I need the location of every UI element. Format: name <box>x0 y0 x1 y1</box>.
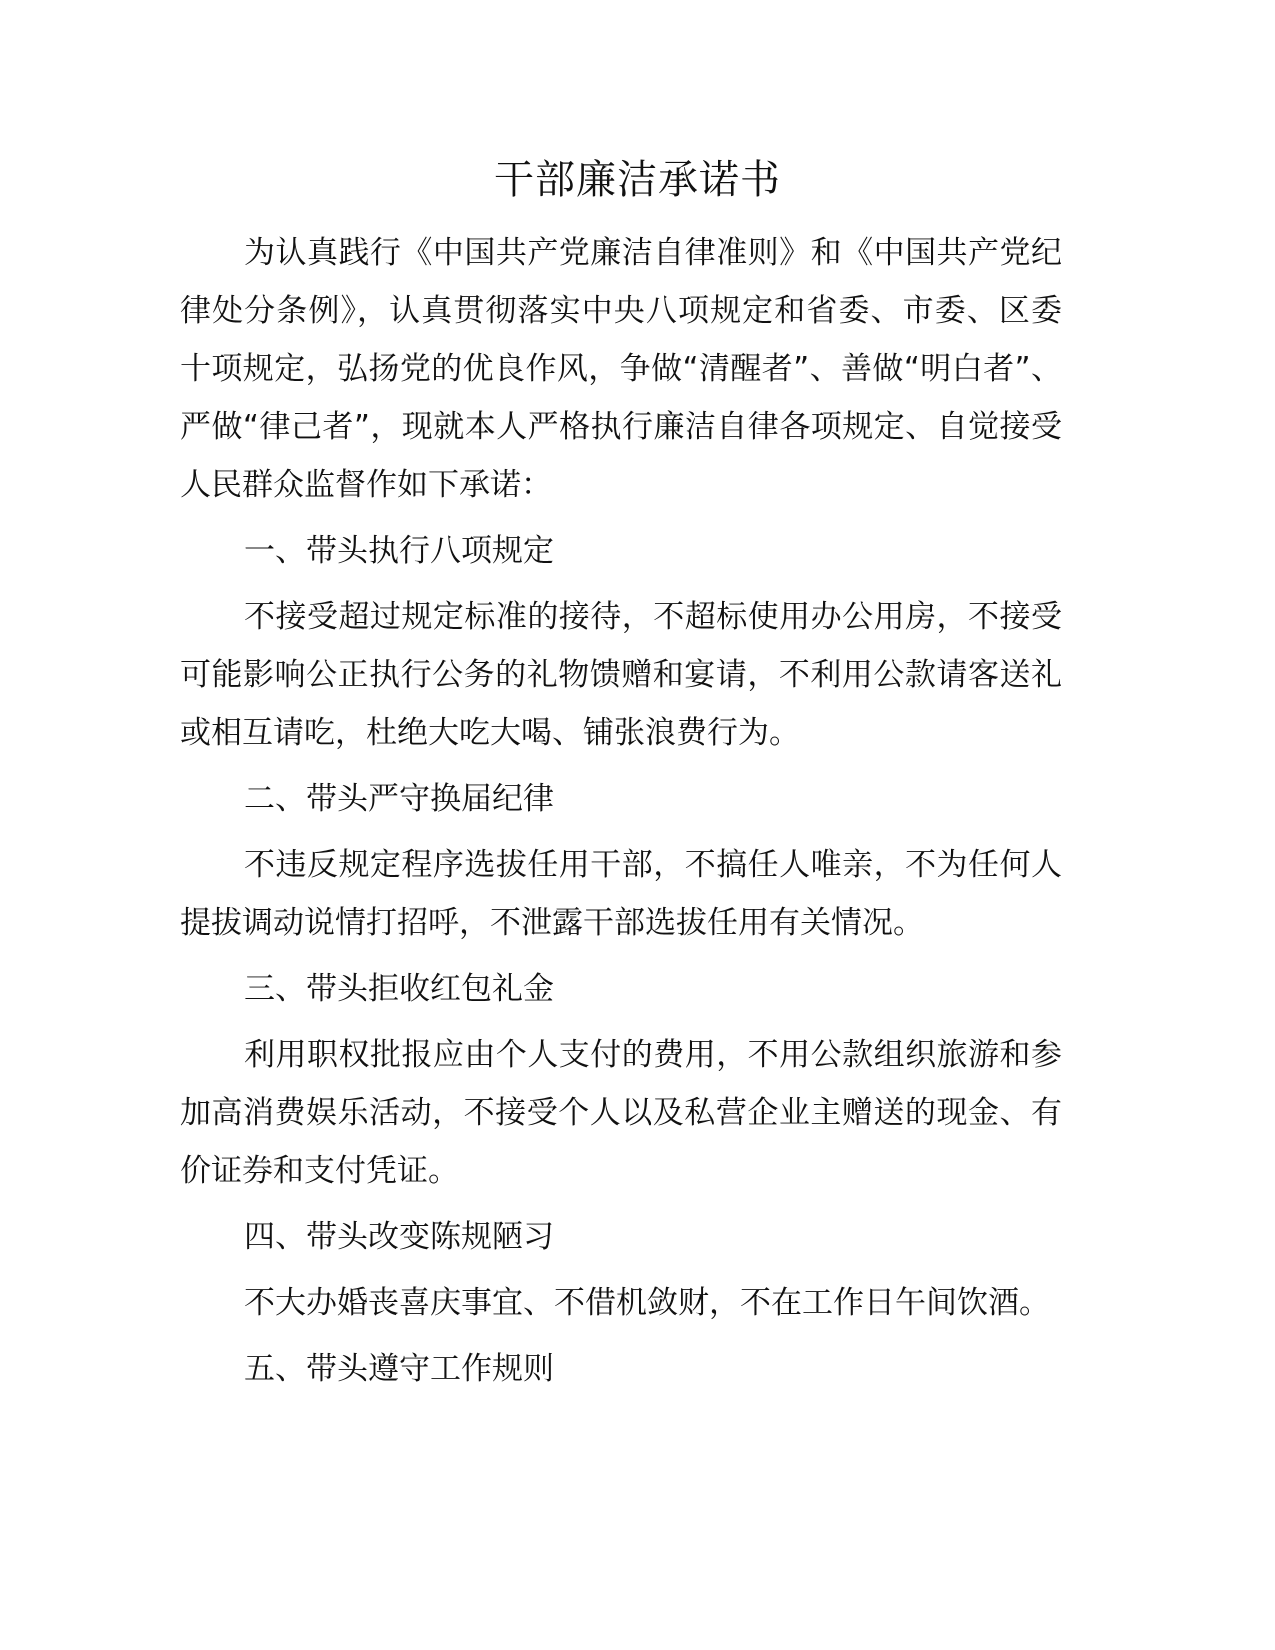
section-text-3: 利用职权批报应由个人支付的费用，不用公款组织旅游和参加高消费娱乐活动，不接受个人以及私营企业主赠送的现金、有价证券和支付凭证。 <box>180 1037 1062 1189</box>
section-text-4: 不大办婚丧喜庆事宜、不借机敛财，不在工作日午间饮酒。 <box>244 1285 1050 1321</box>
section-heading-4: 四、带头改变陈规陋习 <box>244 1219 554 1255</box>
document-body <box>180 224 1062 1398</box>
section-text-2: 不违反规定程序选拔任用干部，不搞任人唯亲，不为任何人提拔调动说情打招呼，不泄露干部选拔任用有关情况。 <box>180 847 1062 941</box>
intro-paragraph: 为认真践行《中国共产党廉洁自律准则》和《中国共产党纪律处分条例》，认真贯彻落实中央八项规定和省委、市委、区委十项规定，弘扬党的优良作风，争做“清醒者”、善做“明白者”、严做“律己者”，现就本人严格执行廉洁自律各项规定、自觉接受人民群众监督作如下承诺： <box>180 235 1062 503</box>
document-title: 干部廉洁承诺书 <box>494 157 781 203</box>
section-heading-1: 一、带头执行八项规定 <box>244 533 554 569</box>
section-heading-5: 五、带头遵守工作规则 <box>244 1351 554 1387</box>
section-heading-3: 三、带头拒收红包礼金 <box>244 971 554 1007</box>
section-text-1: 不接受超过规定标准的接待，不超标使用办公用房，不接受可能影响公正执行公务的礼物馈赠和宴请，不利用公款请客送礼或相互请吃，杜绝大吃大喝、铺张浪费行为。 <box>180 599 1062 751</box>
section-heading-2: 二、带头严守换届纪律 <box>244 781 554 817</box>
